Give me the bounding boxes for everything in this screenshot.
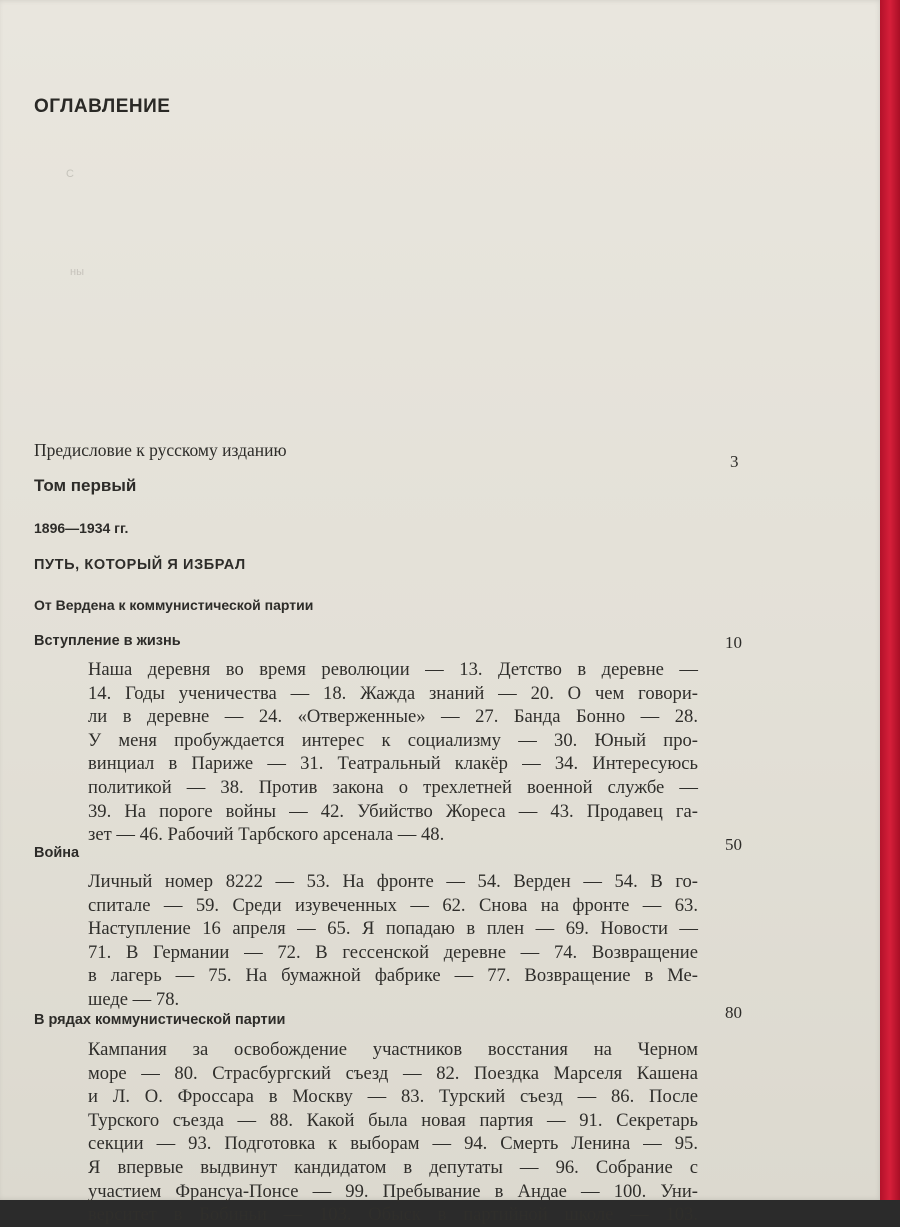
chapter-contents [88, 658, 698, 847]
contents-line: ли в деревне — 24. «Отверженные» — 27. Банда Бонно — 28. [88, 706, 698, 728]
page-number-preface: 3 [730, 452, 739, 471]
contents-line: и Л. О. Фроссара в Москву — 83. Турский съезд — 86. После [88, 1086, 698, 1108]
contents-line: участием Франсуа-Понсе — 99. Пребывание в Андае — 100. Уни- [88, 1180, 698, 1202]
contents-line: 14. Годы ученичества — 18. Жажда знаний — 20. О чем говори- [88, 682, 698, 704]
contents-line: верситет в Бобиньи — 103. Обыск в партийной школе — 103. [88, 1204, 698, 1226]
chapter-page-number: 50 [725, 835, 742, 854]
chapter-title: Вступление в жизнь [34, 633, 181, 649]
ghost-mark: С [66, 168, 74, 180]
contents-line: винциал в Париже — 31. Театральный клакёр — 34. Интересуюсь [88, 753, 698, 775]
chapter-page-number: 10 [725, 633, 742, 652]
contents-line: спитале — 59. Среди изувеченных — 62. Снова на фронте — 63. [88, 894, 698, 916]
contents-line: Наступление 16 апреля — 65. Я попадаю в плен — 69. Новости — [88, 918, 698, 940]
chapter-title: В рядах коммунистической партии [34, 1012, 286, 1028]
contents-line: Личный номер 8222 — 53. На фронте — 54. Верден — 54. В го- [88, 871, 698, 892]
section-heading: От Вердена к коммунистической партии [34, 597, 314, 613]
contents-line: Кампания за освобождение участников восстания на Черном [88, 1039, 698, 1060]
toc-entry-preface: Предисловие к русскому изданию [34, 440, 287, 460]
chapter-contents [88, 870, 698, 1012]
contents-line: политикой — 38. Против закона о трехлетней военной службе — [88, 776, 698, 798]
contents-line: зет — 46. Рабочий Тарбского арсенала — 48. [88, 824, 445, 846]
contents-line: секции — 93. Подготовка к выборам — 94. Смерть Ленина — 95. [88, 1133, 698, 1155]
page-title: ОГЛАВЛЕНИЕ [34, 96, 171, 117]
contents-line: шеде — 78. [88, 988, 180, 1010]
book-cover-edge [880, 0, 900, 1200]
contents-line: море — 80. Страсбургский съезд — 82. Поездка Марселя Кашена [88, 1062, 698, 1084]
volume-heading: Том первый [34, 476, 137, 495]
contents-line: в лагерь — 75. На бумажной фабрике — 77. Возвращение в Ме- [88, 965, 698, 987]
years-heading: 1896—1934 гг. [34, 520, 129, 536]
contents-line: 71. В Германии — 72. В гессенской деревне — 74. Возвращение [88, 941, 698, 963]
contents-line: Турского съезда — 88. Какой была новая партия — 91. Секретарь [88, 1109, 698, 1131]
part-heading: ПУТЬ, КОТОРЫЙ Я ИЗБРАЛ [34, 557, 246, 573]
chapter-contents [88, 1038, 698, 1227]
contents-line: Наша деревня во время революции — 13. Детство в деревне — [88, 659, 698, 680]
ghost-mark: ны [70, 266, 84, 278]
contents-line: Я впервые выдвинут кандидатом в депутаты — 96. Собрание с [88, 1156, 698, 1178]
contents-line: 39. На пороге войны — 42. Убийство Жореса — 43. Продавец га- [88, 800, 698, 822]
chapter-title: Война [34, 845, 80, 861]
contents-line: У меня пробуждается интерес к социализму — 30. Юный про- [88, 729, 698, 751]
chapter-page-number: 80 [725, 1003, 742, 1022]
